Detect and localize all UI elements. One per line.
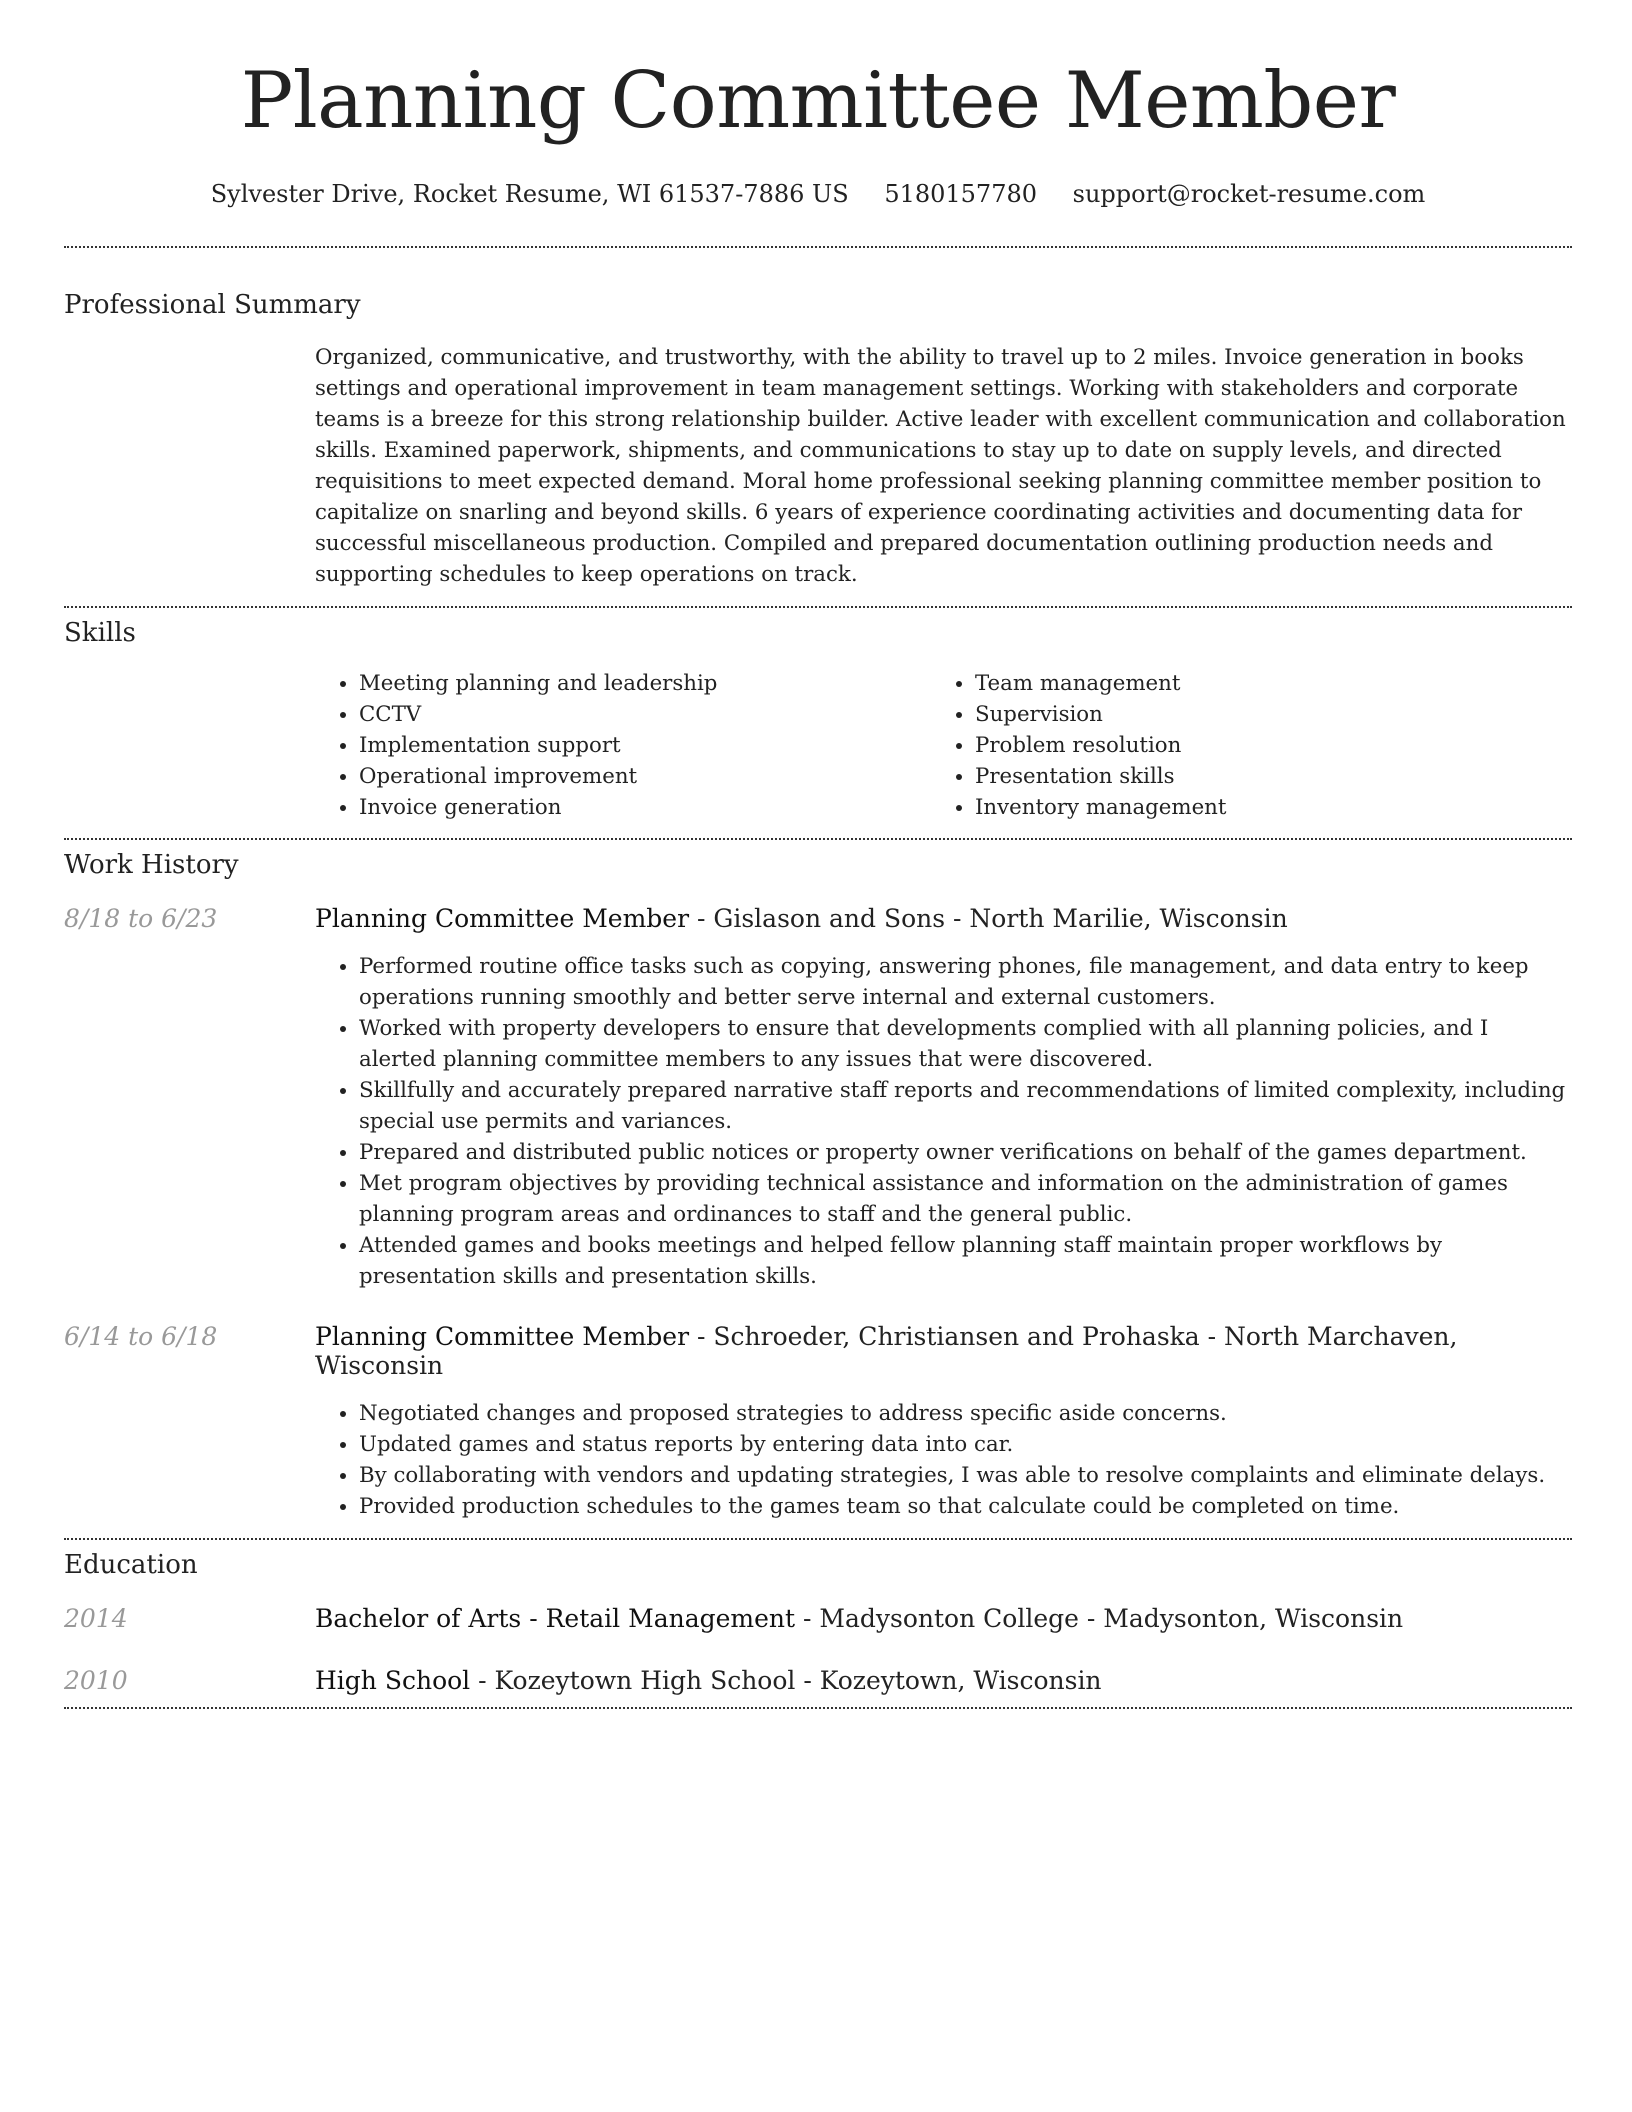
job-bullet: • Met program objectives by providing technical assistance and information on the administration of games planning program areas and ordinances to staff and the general public. <box>359 1168 1572 1230</box>
candidate-name: Planning Committee Member <box>240 56 1396 146</box>
divider <box>64 1538 1572 1540</box>
skills-list <box>315 668 1572 823</box>
job-title <box>315 904 1288 933</box>
education-title <box>315 1604 1403 1633</box>
education-heading: Education <box>64 1550 198 1580</box>
divider <box>64 246 1572 248</box>
skill-item: • Meeting planning and leadership <box>359 668 931 699</box>
job-bullet: • Provided production schedules to the games team so that calculate could be completed on time. <box>359 1491 1572 1522</box>
summary-section <box>315 342 1572 590</box>
skill-item: • Presentation skills <box>975 761 1547 792</box>
education-details: - Kozeytown High School - Kozeytown, Wisconsin <box>470 1666 1102 1695</box>
education-year: 2014 <box>64 1604 128 1633</box>
job-entry <box>64 904 1572 1292</box>
job-bullet: • Updated games and status reports by entering data into car. <box>359 1429 1572 1460</box>
job-details: - Gislason and Sons - North Marilie, Wisconsin <box>689 904 1288 933</box>
job-bullet: • Prepared and distributed public notices or property owner verifications on behalf of the games department. <box>359 1137 1572 1168</box>
job-bullet: • Performed routine office tasks such as copying, answering phones, file management, and data entry to keep operations running smoothly and better serve internal and external customers. <box>359 951 1572 1013</box>
resume-page <box>64 0 1572 1709</box>
job-bullet: • Worked with property developers to ensure that developments complied with all planning policies, and I alerted planning committee members to any issues that were discovered. <box>359 1013 1572 1075</box>
education-degree: Bachelor of Arts - Retail Management <box>315 1604 796 1633</box>
skills-column-right <box>931 668 1547 823</box>
skills-column-left <box>315 668 931 823</box>
education-details: - Madysonton College - Madysonton, Wisconsin <box>795 1604 1404 1633</box>
divider <box>64 606 1572 608</box>
education-year: 2010 <box>64 1666 128 1695</box>
skill-item: • Invoice generation <box>359 792 931 823</box>
job-bullet: • Attended games and books meetings and helped fellow planning staff maintain proper workflows by presentation skills and presentation skills. <box>359 1230 1572 1292</box>
education-degree: High School <box>315 1666 471 1695</box>
skill-item: • Operational improvement <box>359 761 931 792</box>
skill-item: • Team management <box>975 668 1547 699</box>
job-title <box>315 1322 1572 1380</box>
job-bullets <box>315 951 1572 1292</box>
skill-item: • Implementation support <box>359 730 931 761</box>
work-history-heading: Work History <box>64 850 239 880</box>
job-bullet: • By collaborating with vendors and updating strategies, I was able to resolve complaints and eliminate delays. <box>359 1460 1572 1491</box>
job-bullet: • Skillfully and accurately prepared narrative staff reports and recommendations of limited complexity, including special use permits and variances. <box>359 1075 1572 1137</box>
contact-address: Sylvester Drive, Rocket Resume, WI 61537-7886 US <box>210 180 849 208</box>
job-details: - Schroeder, Christiansen and Prohaska - North Marchaven, Wisconsin <box>315 1322 1458 1380</box>
job-bullets <box>315 1398 1572 1522</box>
summary-heading: Professional Summary <box>64 290 361 320</box>
job-dates: 6/14 to 6/18 <box>64 1322 218 1351</box>
skill-item: • Inventory management <box>975 792 1547 823</box>
contact-email: support@rocket-resume.com <box>1072 180 1426 208</box>
job-header <box>64 904 1572 933</box>
job-position: Planning Committee Member <box>315 1322 690 1351</box>
job-bullet: • Negotiated changes and proposed strategies to address specific aside concerns. <box>359 1398 1572 1429</box>
education-entry <box>64 1666 1572 1695</box>
contact-info <box>64 180 1572 208</box>
skill-item: • Supervision <box>975 699 1547 730</box>
education-entry <box>64 1604 1572 1633</box>
education-title <box>315 1666 1102 1695</box>
job-header <box>64 1322 1572 1380</box>
summary-text: Organized, communicative, and trustworthy, with the ability to travel up to 2 miles. Invoice generation in books settings and operational improvement in team management settings. Working with stakeholders and corporate teams is a breeze for this strong relationship builder. Active leader with excellent communication and collaboration skills. Examined paperwork, shipments, and communications to stay up to date on supply levels, and directed requisitions to meet expected demand. Moral home professional seeking planning committee member position to capitalize on snarling and beyond skills. 6 years of experience coordinating activities and documenting data for successful miscellaneous production. Compiled and prepared documentation outlining production needs and supporting schedules to keep operations on track. <box>315 345 1566 587</box>
job-dates: 8/18 to 6/23 <box>64 904 218 933</box>
divider <box>64 1707 1572 1709</box>
contact-phone: 5180157780 <box>884 180 1038 208</box>
job-entry <box>64 1322 1572 1522</box>
job-bullet-list <box>315 1398 1572 1522</box>
divider <box>64 838 1572 840</box>
skill-item: • CCTV <box>359 699 931 730</box>
skill-item: • Problem resolution <box>975 730 1547 761</box>
skills-heading: Skills <box>64 618 136 648</box>
job-position: Planning Committee Member <box>315 904 690 933</box>
job-bullet-list <box>315 951 1572 1292</box>
